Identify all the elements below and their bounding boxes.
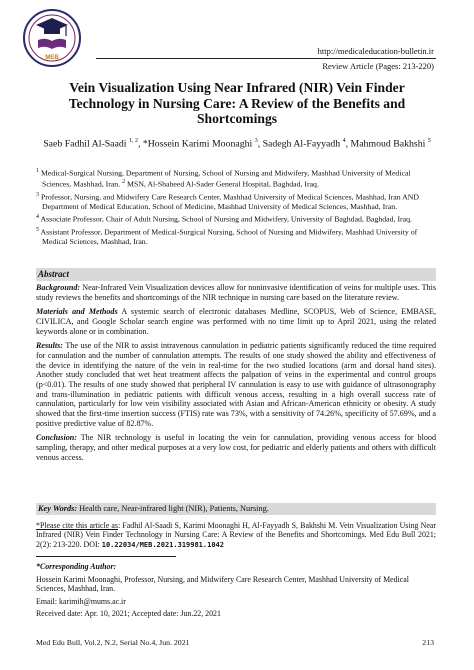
journal-url[interactable]: http://medicaleducation-bulletin.ir bbox=[317, 46, 434, 56]
affiliation-item bbox=[36, 226, 436, 247]
section-label: Background: bbox=[36, 283, 81, 292]
page-number: 213 bbox=[422, 638, 434, 647]
affiliation-sup: 3 bbox=[36, 191, 39, 198]
affiliation-item bbox=[36, 167, 436, 189]
section-text: The use of the NIR to assist intravenous cannulation in pediatric patients significantly reduced the time required for cannulation and the number of cannulation attempts. The results of one study showed the ability and effectiveness of the device in identifying the nature of the vein in real-time for the two studied locations (arm and dorsal hand sites). Another study concluded that wet heat treatment affects the palpation of veins in the experimental and control groups (p<0.01). The results of one study showed that peripheral IV cannulation is easy to use with guidance of ultrasonography and trans-illumination in pediatric patients with difficult venous access, resulting in a high overall success rate of cannulation, particularly for low vein visibility associated with Asian and African-American ethnicity or obesity. A study showed that the first-time insertion success (FTIS) rate was 73%, with a sensitivity of 74.26%, specificity of 57.69%, and a positive predictive value of 82.87%. bbox=[36, 341, 436, 428]
received-accepted-dates: Received date: Apr. 10, 2021; Accepted date: Jun.22, 2021 bbox=[36, 609, 221, 619]
keywords-text: Health care, Near-infrared light (NIR), Patients, Nursing. bbox=[77, 504, 269, 513]
footer-journal: Med Edu Bull, Vol.2, N.2, Serial No.4, Jun. 2021 bbox=[36, 638, 190, 647]
affiliations bbox=[36, 167, 436, 248]
section-text: The NIR technology is useful in locating the vein for cannulation, providing venous access for blood sampling, therapy, and other medical purposes at a very low cost, for pediatric and elderly patients and others with difficult venous access. bbox=[36, 433, 436, 462]
abstract-methods bbox=[36, 307, 436, 336]
author-list bbox=[36, 135, 438, 150]
section-text: A systemic search of electronic databases Medline, SCOPUS, Web of Science, EMBASE, CIVILICA, and Google Scholar search engine was performed with no time limit up to April 2021, using the related keywords alone or in combination. bbox=[36, 307, 436, 336]
abstract-background bbox=[36, 283, 436, 302]
corresponding-email[interactable]: Email: karimih@mums.ac.ir bbox=[36, 596, 126, 606]
affiliation-item bbox=[36, 213, 436, 224]
section-text: Near-Infrared Vein Visualization devices allow for noninvasive identification of veins for multiple uses. This study reviews the benefits and shortcomings of the NIR technique in nursing care based on the literature review. bbox=[36, 283, 436, 302]
abstract-results bbox=[36, 341, 436, 428]
section-label: Results: bbox=[36, 341, 63, 351]
corresponding-label: *Corresponding Author: bbox=[36, 562, 117, 571]
svg-text:MEB: MEB bbox=[45, 55, 59, 61]
author-sup: 1, 2 bbox=[128, 138, 138, 144]
affiliation-sup: 4 bbox=[36, 214, 39, 221]
author-name: , Sadegh Al-Fayyadh bbox=[257, 138, 341, 150]
author-name: , Mahmoud Bakhshi bbox=[345, 138, 426, 150]
affiliation-text: Medical-Surgical Nursing, Department of Nursing, School of Nursing and Midwifery, Mashhad University of Medical Sciences, Mashhad, Iran. bbox=[39, 168, 411, 189]
author-name: Saeb Fadhil Al-Saadi bbox=[43, 138, 127, 150]
corresponding-author bbox=[36, 562, 436, 622]
article-type: Review Article (Pages: 213-220) bbox=[322, 61, 434, 71]
header-divider bbox=[96, 58, 436, 59]
affiliation-text: Associate Professor, Chair of Adult Nursing, School of Nursing and Midwifery, University of Baghdad, Baghdad, Iraq. bbox=[39, 214, 412, 224]
affiliation-sup: 1 bbox=[36, 168, 39, 174]
author-name: , *Hossein Karimi Moonaghi bbox=[137, 138, 253, 150]
abstract-heading: Abstract bbox=[36, 268, 436, 281]
citation-text: : Fadhil Al-Saadi S, Karimi Moonaghi H, Al-Fayyadh S, Bakhshi M. Vein Visualization Using Near Infrared (NIR) Vein Finder Technology in Nursing Care: A Review of the Benefits and Shortcomings. Med Edu Bull 2021; 2(2): 213-220. DOI: bbox=[36, 521, 436, 549]
abstract-conclusion bbox=[36, 433, 436, 462]
corresponding-details: Hossein Karimi Moonaghi, Professor, Nursing, and Midwifery Care Research Center, Mashhad University of Medical Sciences, Mashhad, Iran. bbox=[36, 574, 409, 594]
author-sup: 4 bbox=[342, 138, 346, 144]
citation-label: *Please cite this article as bbox=[36, 521, 118, 530]
citation bbox=[36, 521, 436, 550]
paper-title: Vein Visualization Using Near Infrared (NIR) Vein Finder Technology in Nursing Care: A Review of the Benefits and Shortcomings bbox=[68, 80, 406, 126]
affiliation-sup: 2 bbox=[122, 179, 126, 186]
affiliation-text: Professor, Nursing, and Midwifery Care Research Center, Mashhad University of Medical Sciences, Mashhad, Iran AND Department of Medical Education, School of Medicine, Mashhad University of Medical Sciences, Mashhad, Iran. bbox=[39, 192, 420, 212]
journal-logo bbox=[22, 8, 82, 68]
keywords-label: Key Words: bbox=[38, 504, 78, 513]
author-sup: 5 bbox=[427, 138, 431, 144]
keywords-bar bbox=[36, 503, 436, 515]
affiliation-item bbox=[36, 191, 436, 212]
section-label: Materials and Methods bbox=[36, 307, 118, 317]
affiliation-text: Assistant Professor, Department of Medical-Surgical Nursing, School of Nursing and Midwifery, Mashhad University of Medical Sciences, Mashhad, Iran. bbox=[39, 227, 418, 247]
section-label: Conclusion: bbox=[36, 433, 77, 443]
footnote-divider bbox=[36, 556, 176, 557]
author-sup: 3 bbox=[254, 138, 258, 144]
abstract-body bbox=[36, 283, 436, 467]
affiliation-text: MSN, Al-Shaheed Al-Sader General Hospital, Baghdad, Iraq. bbox=[125, 179, 319, 189]
doi-link[interactable]: 10.22034/MEB.2021.319981.1042 bbox=[101, 540, 224, 549]
affiliation-sup: 5 bbox=[36, 226, 39, 233]
